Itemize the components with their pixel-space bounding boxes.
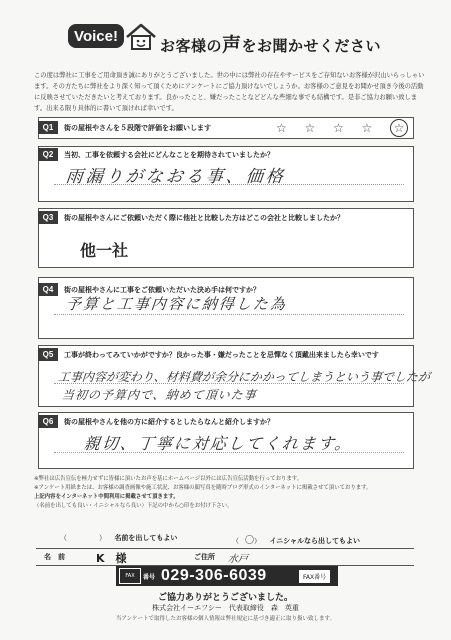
answer-line: [54, 314, 404, 315]
rating-stars[interactable]: [276, 119, 408, 137]
q4-text: 街の屋根やさんに工事をご依頼いただいた決め手は何ですか？: [64, 286, 260, 294]
q4-label: Q4: [38, 283, 58, 296]
note-line: 上記内容をインターネット中間利用に掲載させて頂きます。: [34, 494, 179, 500]
company-name: 株式会社イーエフシー 代表取締役 森 英重: [152, 604, 299, 612]
note-line: （名前を出しても良い・イニシャルなら良い）下記の中から○印をお付け下さい。: [34, 503, 233, 509]
page-title: お客様の声をお聞かせください: [160, 34, 382, 56]
q3-answer: 他一社: [80, 241, 129, 260]
name-label: 名 前: [44, 553, 65, 561]
answer-line: [54, 383, 404, 384]
name-value[interactable]: K 様: [96, 552, 127, 565]
name-address-row: [36, 548, 414, 566]
star-icon-selected[interactable]: ☆: [390, 119, 408, 137]
intro-text: この度は弊社に工事をご用命頂き誠にありがとうございました。世の中には弊社の存在やサービスをご存知ないお客様が沢山いらっしゃいます。その方たちに弊社をより深く知って頂くためにアンケートにご協力頂けないでしょうか。お客様のご意見をお聞かせ頂き今後の活動に反映させていただきたいと考えております。良かったこと、嫌だったことなどどんな些細な事でも結構です。是非ご協力お願い致します。出来る限り具体的に書いて頂ければ幸いです。: [34, 72, 425, 112]
choice-name-ok-label: 名前を出してもよい: [114, 534, 178, 542]
answer-line: [54, 184, 404, 185]
q5-answer-line-2: 当初の予算内で、納めて頂いた事: [61, 388, 258, 402]
note-line: ※弊社は広告宣伝を極力せずに皆様に頂いたお声を基にホームページ以外には広告宣伝活動を行っております。: [34, 476, 303, 482]
voice-logo: Voice!: [68, 24, 124, 48]
address-value[interactable]: 水戸: [227, 554, 249, 565]
q6-text: 街の屋根やさんを他の方に紹介するとしたらなんと紹介しますか？: [64, 418, 274, 426]
choice-initial-ok-label: イニシャルなら出してもよい: [269, 537, 361, 545]
choice-name-ok[interactable]: （ ） 名前を出してもよい: [60, 534, 178, 542]
star-icon[interactable]: ☆: [333, 121, 344, 135]
fax-label: 番号: [143, 573, 156, 581]
q2-label: Q2: [38, 148, 58, 161]
choice-mark: 〇: [245, 536, 255, 546]
q5-label: Q5: [38, 348, 58, 361]
q5-text: 工事が終わってみていかがですか？良かった事・嫌だったことを忌憚なく頂戴出来ましたら幸いです: [64, 351, 379, 359]
q1-text: 街の屋根やさんを５段階で評価をお願いします: [64, 124, 211, 132]
q1-label: Q1: [38, 121, 58, 134]
q3-label: Q3: [38, 211, 58, 224]
privacy-note: 当アンケートで取得したお客様の個人情報は弊社規定に基づき適正に取り扱い致します。: [115, 616, 336, 622]
q5-answer-line-1: 工事内容が変わり、材料費が余分にかかってしまうという事でしたが: [57, 370, 431, 384]
q2-answer: 雨漏りがなおる事、価格: [64, 167, 287, 187]
star-icon[interactable]: ☆: [276, 121, 287, 135]
address-label: ご住所: [194, 553, 215, 561]
q2-text: 当初、工事を依頼する会社にどんなことを期待されていましたか？: [64, 151, 274, 159]
star-icon[interactable]: ☆: [361, 121, 373, 135]
fax-tag: FAX番号: [298, 569, 331, 584]
q3-text: 街の屋根やさんにご依頼いただく際に他社と比較した方はどこの会社と比較しましたか？: [64, 214, 344, 222]
star-icon[interactable]: ☆: [304, 121, 316, 135]
q6-label: Q6: [38, 415, 58, 428]
notes: [34, 475, 426, 511]
thanks-text: ご協力ありがとうございました。: [157, 593, 293, 603]
fax-icon: FAX: [119, 568, 141, 584]
house-smile-icon: [124, 22, 158, 52]
q6-answer: 親切、丁寧に対応してくれます。: [82, 434, 354, 453]
answer-line: [54, 452, 404, 453]
q4-answer: 予算と工事内容に納得した為: [65, 295, 288, 313]
fax-number: 029-306-6039: [161, 567, 267, 584]
note-line: ※アンケート用紙または、お客様の調査画像や施工状況、お客様の顔写真を随時ブログ形式のインターネットに掲載させて頂いております。: [34, 485, 372, 491]
choice-initial-ok[interactable]: （〇） イニシャルなら出してもよい: [232, 536, 361, 546]
